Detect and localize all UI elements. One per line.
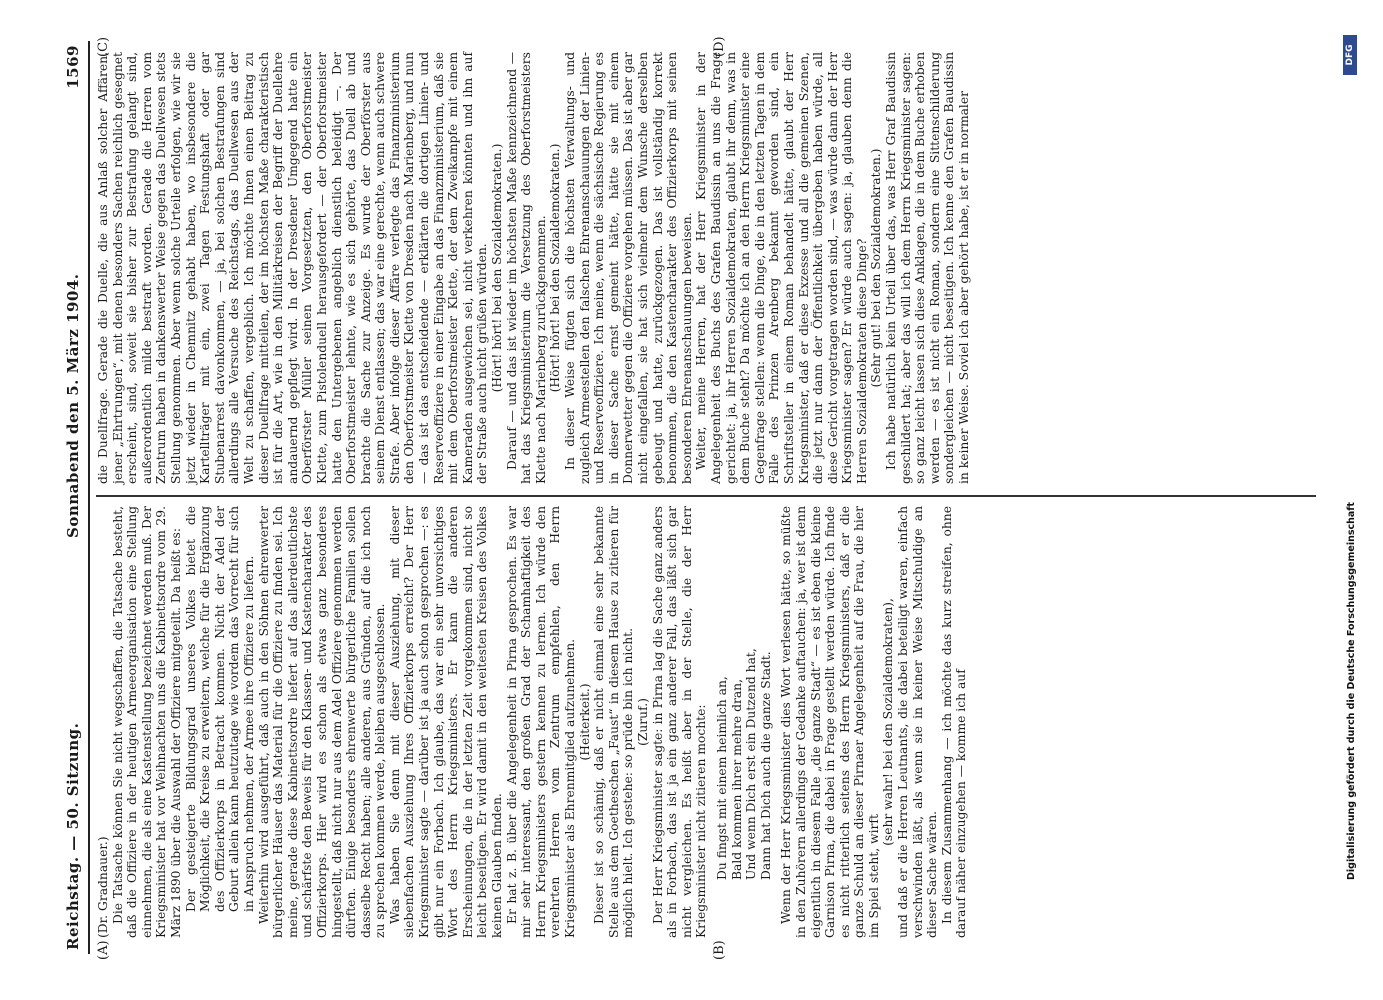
paragraph: In diesem Zusammenhang — ich möchte das kurz streifen, ohne darauf näher einzugehen — komme ich auf	[939, 506, 969, 938]
interjection: (Hört! hört! bei den Sozialdemokraten.)	[490, 143, 505, 393]
quotation: Der gesteigerte Bildungsgrad unseres Volkes bietet die Möglichkeit, die Kreise zu erweitern, welche für die Ergänzung des Offizierkorps in Betracht kommen. Nicht der Adel der Geburt allein kann heutzutage wie vordem das Vorrecht für sich in Anspruch nehmen, der Armee ihre Offiziere zu liefern.	[183, 506, 256, 912]
interjection: (Sehr gut! bei den Sozialdemokraten.)	[869, 148, 884, 388]
interjection: (Zuruf.)	[635, 698, 650, 746]
interjection: (sehr wahr! bei den Sozialdemokraten),	[881, 598, 896, 846]
paragraph: Was haben Sie denn mit dieser Ausziehung, mit dieser siebenfachen Ausziehung Ihres Offizierkorps erreicht? Der Herr Kriegsminister sagte — darüber ist ja auch schon gesprochen —: es gibt nur ein Forbach. Ich glaube, das war ein sehr unvorsichtiges Wort des Herrn Kriegsministers. Er kann die anderen Erscheinungen, die in der letzten Zeit vorgekommen sind, nicht so leicht beseitigen. Er wird damit in den weitesten Kreisen des Volkes keinen Glauben finden.	[387, 506, 505, 938]
margin-marker-b: (B)	[712, 940, 727, 960]
paragraph: Weiter, meine Herren, hat der Herr Kriegsminister in der Angelegenheit des Buchs des Grafen Baudissin an uns die Frage gerichtet: ja, ihr Herren Sozialdemokraten, glaubt ihr denn, was in dem Buche steht? Da möchte ich an den Herrn Kriegsminister eine Gegenfrage stellen: wenn die Dinge, die in den letzten Tagen in dem Falle des Prinzen Arenberg bekannt geworden sind, ein Schriftsteller in einem Roman behandelt hätte, glaubt der Herr Kriegsminister, daß er diese Exzesse und all die gemeinen Szenen, die jetzt nur dann der Öffentlichkeit übergeben haben würde, all diese Gericht vorgetragen worden sind, — was würde dann der Herr Kriegsminister sagen? Er würde auch sagen: ja, glauben denn die Herren Sozialdemokraten diese Dinge?	[694, 52, 869, 484]
verse-line: Du fingst mit einem heimlich an,	[714, 676, 729, 880]
paragraph: Dieser ist so schämig, daß er nicht einmal eine sehr bekannte Stelle aus dem Goetheschen „Faust“ in diesem Hause zu zitieren für möglich hielt. Ich gestehe: so prüde bin ich nicht.	[592, 506, 636, 938]
margin-marker-a: (A)	[96, 940, 111, 960]
paragraph: Darauf — und das ist wieder im höchsten Maße kennzeichnend — hat das Kriegsministerium die Versetzung des Oberforstmeisters Klette nach Marienberg zurückgenommen.	[504, 52, 548, 484]
column-divider	[96, 495, 1316, 497]
header-date: Sonnabend den 5. März 1904.	[64, 273, 82, 538]
margin-marker-d: (D)	[712, 36, 727, 57]
credit-text: Digitalisierung gefördert durch die Deutsche Forschungsgemeinschaft	[1346, 502, 1357, 880]
page-number: 1569	[64, 45, 82, 89]
verse-line: Und wenn Dich erst ein Dutzend hat,	[744, 648, 759, 880]
running-header	[52, 45, 82, 950]
document-page	[52, 35, 1322, 960]
paragraph: und daß er die Herren Leutnants, die dabei beteiligt waren, einfach verschwinden läßt, als wenn sie in keiner Weise Mitschuldige an dieser Sache wären.	[896, 506, 940, 938]
paragraph: Die Tatsache können Sie nicht wegschaffen, die Tatsache besteht, daß die Offiziere in der heutigen Armeeorganisation eine Stellung einnehmen, die als eine Kastenstellung bezeichnet werden muß. Der Kriegsminister hat vor Weihnachten uns die Kabinettsordre vom 29. März 1890 über die Auswahl der Offiziere mitgeteilt. Da heißt es:	[110, 506, 183, 938]
header-rule	[88, 41, 90, 954]
interjection: (Hört! hört! bei den Sozialdemokraten.)	[548, 143, 563, 393]
interjection: (Heiterkeit.)	[577, 683, 592, 761]
header-session: Reichstag. — 50. Sitzung.	[64, 722, 82, 950]
paragraph: Der Herr Kriegsminister sagte: in Pirna lag die Sache ganz anders als in Forbach, das ist ja ein ganz anderer Fall, das läßt sich gar nicht vergleichen. Es heißt aber in der Stelle, die der Herr Kriegsminister nicht zitieren mochte:	[650, 506, 709, 938]
verse-line: Bald kommen ihrer mehre dran,	[729, 679, 744, 880]
paragraph: Weiterhin wird ausgeführt, daß auch in den Söhnen ehrenwerter bürgerlicher Häuser das Material für die Offiziere zu finden sei. Ich meine, gerade diese Kabinettsordre liefert auf das allerdeutlichste und schärfste den Beweis für den Klassen- und Kastencharakter des Offizierkorps. Hier wird es schon als etwas ganz besonderes hingestellt, daß nicht nur aus dem Adel Offiziere genommen werden dürften. Einige besonders ehrenwerte bürgerliche Familien sollen dasselbe Recht haben; alle anderen, aus Gründen, auf die ich noch zu sprechen kommen werde, bleiben ausgeschlossen.	[256, 506, 388, 938]
paragraph: Er hat z. B. über die Angelegenheit in Pirna gesprochen. Es war mir sehr interessant, den großen Grad der Schamhaftigkeit des Herrn Kriegsministers gestern kennen zu lernen. Ich würde den verehrten Herren vom Zentrum empfehlen, den Herrn Kriegsminister als Ehrenmitglied aufzunehmen.	[504, 506, 577, 938]
paragraph: Wenn der Herr Kriegsminister dies Wort verlesen hätte, so müßte in den Zuhörern allerdings der Gedanke auftauchen: ja, wer ist denn eigentlich in diesem Falle „die ganze Stadt“ — es ist eben die kleine Garnison Pirna, die dabei in Frage gestellt werden würde. Ich finde es nicht ritterlich seitens des Herrn Kriegsministers, daß er die ganze Schuld an dieser Pirnaer Angelegenheit auf die Frau, die hier im Spiel steht, wirft	[779, 506, 881, 938]
paragraph: In dieser Weise fügten sich die höchsten Verwaltungs- und zugleich Armeestellen den falschen Ehrenanschauungen der Linien- und Reserveoffiziere. Ich meine, wenn die sächsische Regierung es in dieser Sache ernst gemeint hätte, hätte sie mit einem Donnerwetter gegen die Offiziere vorgehen müssen. Das ist aber gar nicht eingefallen, sie hat sich vielmehr dem Wunsche derselben gebeugt und hatte, zurückgezogen. Das ist vollständig korrekt benommen, die den Kastencharakter des Offizierkorps mit seinen besonderen Ehrenanschauungen beweisen.	[563, 52, 694, 484]
dfg-logo: DFG	[1343, 35, 1357, 75]
paragraph: die Duellfrage. Gerade die Duelle, die aus Anlaß solcher Affären, jener „Ehrtrungen“, mit denen besonders Sachen reichlich gesegnet erscheint, sind, soweit sie bisher zur Bestrafung gelangt sind, außerordentlich milde bestraft worden. Gerade die Herren vom Zentrum haben in dankenswerter Weise gegen das Duellwesen stets Stellung genommen. Aber wenn solche Urteile erfolgen, wie wir sie jetzt wieder in Chemnitz gehabt haben, wo insbesondere die Kartellträger mit ein, zwei Tagen Festungshaft oder gar Stubenarrest davonkommen, — ja, bei solchen Bestrafungen sind allerdings alle Versuche des Reichstags, das Duellwesen aus der Welt zu schaffen, vergeblich. Ich möchte Ihnen einen Beitrag zu dieser Duellfrage mitteilen, der im höchsten Maße charakteristisch ist für die Art, wie in den Militärkreisen der Begriff der Duellehre andauernd gepflegt wird. In der Dresdener Umgegend hatte ein Oberförster Müller seinen Vorgesetzten, den Oberforstmeister Klette, zum Pistolenduell herausgefordert — der Oberforstmeister hatte den Untergebenen angeblich dienstlich beleidigt —. Der Oberforstmeister lehnte, wie es sich gehörte, das Duell ab und brachte die Sache zur Anzeige. Es wurde der Oberförster aus seinem Dienst entlassen; das war eine gerechte, wenn auch schwere Strafe. Aber infolge dieser Affäre verlegte das Finanzministerium den Oberforstmeister Klette von Dresden nach Marienberg, und nun — das ist das entscheidende — erklärten die dortigen Linien- und Reserveoffiziere in einer Eingabe an das Finanzministerium, daß sie mit dem Oberforstmeister Klette, der dem Zweikampfe mit einem Kameraden ausgewichen sei, nicht verkehren könnten und ihn auf der Straße auch nicht grüßen würden.	[96, 52, 490, 484]
right-column	[96, 52, 972, 484]
speaker-name: (Dr. Gradnauer.)	[96, 836, 110, 938]
verse-line: Dann hat Dich auch die ganze Stadt.	[758, 651, 773, 880]
margin-marker-c: (C)	[96, 36, 111, 57]
paragraph: Ich habe natürlich kein Urteil über das, was Herr Graf Baudissin geschildert hat; aber das will ich dem Herrn Kriegsminister sagen: so ganz leicht lassen sich diese Anklagen, die in dem Buche erhoben werden — es ist nicht ein Roman, sondern eine Sittenschilderung sondergleichen — nicht beseitigen. Ich kenne den Grafen Baudissin in keiner Weise. Soviel ich aber gehört habe, ist er in normaler	[884, 52, 972, 484]
left-column	[96, 506, 969, 938]
